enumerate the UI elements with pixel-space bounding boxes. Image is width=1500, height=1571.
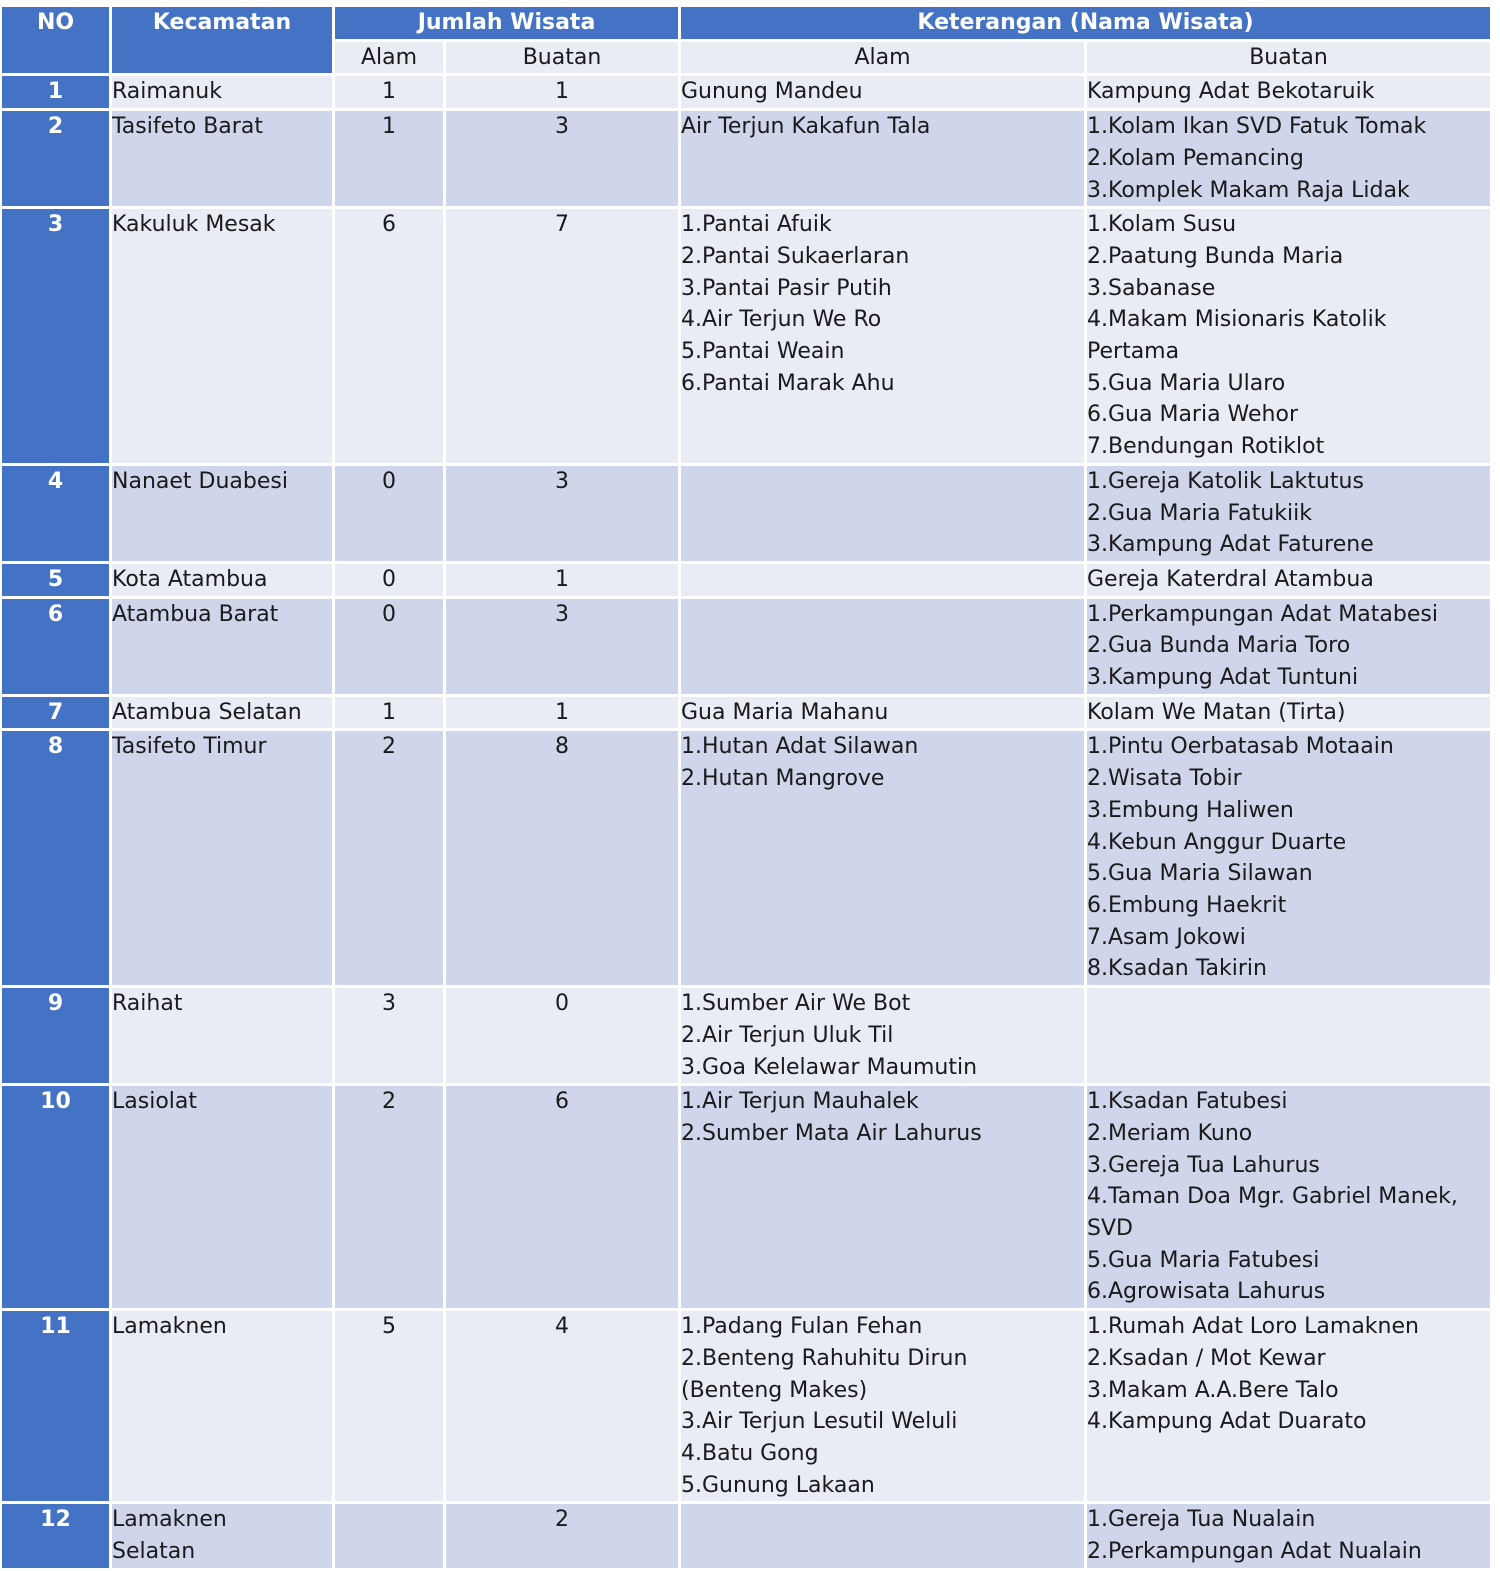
- cell-nama-alam: [681, 466, 1084, 561]
- cell-nama-buatan-line: 3.Kampung Adat Tuntuni: [1087, 665, 1359, 691]
- cell-kecamatan: [112, 1504, 332, 1567]
- cell-kecamatan-line: Selatan: [112, 1539, 196, 1565]
- cell-nama-alam: [681, 731, 1084, 985]
- cell-nama-buatan-line: Kolam We Matan (Tirta): [1087, 699, 1346, 725]
- cell-kecamatan: [112, 111, 332, 206]
- cell-nama-buatan-line: 2.Perkampungan Adat Nualain: [1087, 1539, 1422, 1565]
- cell-kecamatan-line: Lasiolat: [112, 1089, 197, 1115]
- table-row: [2, 1311, 1490, 1501]
- cell-nama-alam: [681, 599, 1084, 694]
- subheader-jumlah-buatan: Buatan: [446, 42, 678, 74]
- cell-no: 6: [2, 599, 109, 694]
- cell-jumlah-alam: 2: [335, 1086, 443, 1308]
- table-row: [2, 209, 1490, 463]
- cell-jumlah-alam: 1: [335, 697, 443, 729]
- cell-no: 11: [2, 1311, 109, 1501]
- cell-no: 1: [2, 76, 109, 108]
- table-row: [2, 599, 1490, 694]
- table-row: [2, 731, 1490, 985]
- cell-jumlah-buatan: 1: [446, 76, 678, 108]
- cell-nama-alam: [681, 76, 1084, 108]
- cell-kecamatan-line: Nanaet Duabesi: [112, 468, 288, 494]
- cell-jumlah-alam: 0: [335, 466, 443, 561]
- cell-nama-buatan-line: 2.Gua Bunda Maria Toro: [1087, 633, 1351, 659]
- cell-nama-buatan-line: Gereja Katerdral Atambua: [1087, 566, 1374, 592]
- cell-kecamatan-line: Atambua Barat: [112, 601, 279, 627]
- cell-kecamatan-line: Lamaknen: [112, 1314, 227, 1340]
- table-row: [2, 1504, 1490, 1567]
- cell-nama-alam-line: 3.Goa Kelelawar Maumutin: [681, 1054, 978, 1080]
- cell-nama-buatan: [1087, 731, 1490, 985]
- cell-nama-alam-line: 4.Batu Gong: [681, 1440, 819, 1466]
- cell-jumlah-buatan: 6: [446, 1086, 678, 1308]
- cell-jumlah-alam: 1: [335, 76, 443, 108]
- cell-nama-alam-line: 5.Gunung Lakaan: [681, 1472, 875, 1498]
- cell-nama-buatan-line: 1.Perkampungan Adat Matabesi: [1087, 601, 1438, 627]
- cell-nama-buatan-line: 6.Embung Haekrit: [1087, 892, 1287, 918]
- cell-nama-buatan-line: SVD: [1087, 1216, 1133, 1242]
- cell-nama-alam-line: 2.Air Terjun Uluk Til: [681, 1022, 894, 1048]
- cell-nama-alam: [681, 1311, 1084, 1501]
- cell-nama-buatan-line: 3.Makam A.A.Bere Talo: [1087, 1377, 1339, 1403]
- cell-nama-buatan-line: 1.Rumah Adat Loro Lamaknen: [1087, 1314, 1419, 1340]
- cell-jumlah-alam: 6: [335, 209, 443, 463]
- cell-jumlah-alam: 0: [335, 564, 443, 596]
- cell-nama-alam: [681, 564, 1084, 596]
- subheader-jumlah-alam: Alam: [335, 42, 443, 74]
- cell-nama-alam: [681, 697, 1084, 729]
- cell-no: 3: [2, 209, 109, 463]
- cell-nama-buatan-line: 4.Makam Misionaris Katolik: [1087, 307, 1387, 333]
- header-jumlah-wisata: Jumlah Wisata: [335, 7, 678, 39]
- cell-nama-alam-line: 3.Air Terjun Lesutil Weluli: [681, 1409, 958, 1435]
- cell-kecamatan: [112, 1311, 332, 1501]
- cell-kecamatan: [112, 697, 332, 729]
- cell-nama-alam-line: 2.Benteng Rahuhitu Dirun: [681, 1345, 968, 1371]
- cell-nama-buatan: [1087, 209, 1490, 463]
- table-row: [2, 1086, 1490, 1308]
- cell-jumlah-alam: 2: [335, 731, 443, 985]
- cell-kecamatan-line: Lamaknen: [112, 1507, 227, 1533]
- cell-nama-alam-line: 1.Sumber Air We Bot: [681, 991, 911, 1017]
- table-row: [2, 111, 1490, 206]
- cell-nama-buatan: [1087, 988, 1490, 1083]
- cell-nama-buatan-line: 7.Bendungan Rotiklot: [1087, 434, 1325, 460]
- cell-nama-buatan-line: 8.Ksadan Takirin: [1087, 956, 1267, 982]
- cell-nama-buatan: [1087, 76, 1490, 108]
- cell-nama-alam: [681, 1504, 1084, 1567]
- cell-kecamatan-line: Raihat: [112, 991, 183, 1017]
- cell-jumlah-alam: [335, 1504, 443, 1567]
- cell-nama-buatan-line: 6.Agrowisata Lahurus: [1087, 1279, 1326, 1305]
- cell-jumlah-buatan: 1: [446, 697, 678, 729]
- cell-nama-alam-line: 1.Hutan Adat Silawan: [681, 734, 919, 760]
- cell-nama-alam-line: 1.Padang Fulan Fehan: [681, 1314, 923, 1340]
- cell-kecamatan-line: Raimanuk: [112, 79, 222, 105]
- cell-nama-alam-line: 5.Pantai Weain: [681, 339, 845, 365]
- cell-jumlah-buatan: 2: [446, 1504, 678, 1567]
- cell-nama-buatan-line: 1.Kolam Ikan SVD Fatuk Tomak: [1087, 114, 1427, 140]
- cell-no: 9: [2, 988, 109, 1083]
- cell-nama-buatan-line: 7.Asam Jokowi: [1087, 924, 1246, 950]
- cell-nama-alam-line: 6.Pantai Marak Ahu: [681, 370, 895, 396]
- cell-no: 5: [2, 564, 109, 596]
- header-kecamatan: Kecamatan: [112, 7, 332, 73]
- subheader-nama-buatan: Buatan: [1087, 42, 1490, 74]
- cell-nama-buatan-line: 3.Embung Haliwen: [1087, 797, 1294, 823]
- cell-no: 7: [2, 697, 109, 729]
- cell-jumlah-alam: 1: [335, 111, 443, 206]
- cell-nama-buatan-line: 4.Kampung Adat Duarato: [1087, 1409, 1367, 1435]
- table-row: [2, 697, 1490, 729]
- cell-nama-alam: [681, 209, 1084, 463]
- cell-nama-buatan-line: 2.Kolam Pemancing: [1087, 145, 1304, 171]
- cell-nama-buatan-line: 4.Kebun Anggur Duarte: [1087, 829, 1347, 855]
- cell-jumlah-buatan: 8: [446, 731, 678, 985]
- cell-kecamatan: [112, 209, 332, 463]
- cell-jumlah-buatan: 0: [446, 988, 678, 1083]
- cell-nama-alam-line: 3.Pantai Pasir Putih: [681, 275, 892, 301]
- cell-jumlah-alam: 5: [335, 1311, 443, 1501]
- cell-kecamatan: [112, 988, 332, 1083]
- cell-nama-buatan: [1087, 1311, 1490, 1501]
- cell-no: 8: [2, 731, 109, 985]
- cell-jumlah-buatan: 3: [446, 111, 678, 206]
- cell-nama-alam-line: Gua Maria Mahanu: [681, 699, 889, 725]
- cell-jumlah-buatan: 7: [446, 209, 678, 463]
- cell-nama-alam-line: (Benteng Makes): [681, 1377, 868, 1403]
- cell-nama-buatan-line: 4.Taman Doa Mgr. Gabriel Manek,: [1087, 1184, 1458, 1210]
- cell-nama-buatan: [1087, 111, 1490, 206]
- cell-nama-buatan-line: 3.Sabanase: [1087, 275, 1216, 301]
- tourism-table: [0, 4, 1493, 1571]
- cell-nama-buatan: [1087, 1504, 1490, 1567]
- cell-no: 10: [2, 1086, 109, 1308]
- cell-nama-buatan-line: 1.Gereja Tua Nualain: [1087, 1507, 1316, 1533]
- cell-nama-buatan-line: Kampung Adat Bekotaruik: [1087, 79, 1375, 105]
- cell-kecamatan: [112, 731, 332, 985]
- cell-no: 12: [2, 1504, 109, 1567]
- cell-nama-buatan-line: 2.Ksadan / Mot Kewar: [1087, 1345, 1326, 1371]
- cell-nama-buatan-line: 1.Ksadan Fatubesi: [1087, 1089, 1288, 1115]
- cell-nama-alam-line: 1.Air Terjun Mauhalek: [681, 1089, 919, 1115]
- cell-kecamatan: [112, 564, 332, 596]
- table-row: [2, 564, 1490, 596]
- cell-jumlah-buatan: 1: [446, 564, 678, 596]
- cell-jumlah-alam: 0: [335, 599, 443, 694]
- cell-nama-alam-line: 2.Pantai Sukaerlaran: [681, 243, 910, 269]
- cell-nama-alam-line: 2.Sumber Mata Air Lahurus: [681, 1120, 982, 1146]
- cell-nama-alam-line: 4.Air Terjun We Ro: [681, 307, 882, 333]
- table-row: [2, 466, 1490, 561]
- cell-nama-buatan-line: 5.Gua Maria Ularo: [1087, 370, 1286, 396]
- cell-nama-buatan-line: 3.Gereja Tua Lahurus: [1087, 1152, 1320, 1178]
- cell-nama-buatan-line: 3.Kampung Adat Faturene: [1087, 532, 1374, 558]
- cell-nama-alam: [681, 1086, 1084, 1308]
- cell-kecamatan-line: Atambua Selatan: [112, 699, 302, 725]
- header-no: NO: [2, 7, 109, 73]
- cell-nama-alam-line: 1.Pantai Afuik: [681, 212, 832, 238]
- cell-kecamatan: [112, 599, 332, 694]
- cell-nama-buatan-line: 1.Gereja Katolik Laktutus: [1087, 468, 1364, 494]
- cell-nama-buatan-line: Pertama: [1087, 339, 1180, 365]
- cell-kecamatan-line: Kakuluk Mesak: [112, 212, 276, 238]
- table-row: [2, 76, 1490, 108]
- cell-kecamatan-line: Tasifeto Barat: [112, 114, 263, 140]
- table-body: [2, 76, 1490, 1567]
- cell-nama-buatan-line: 6.Gua Maria Wehor: [1087, 402, 1298, 428]
- cell-nama-buatan: [1087, 564, 1490, 596]
- cell-nama-alam-line: Air Terjun Kakafun Tala: [681, 114, 931, 140]
- cell-kecamatan: [112, 76, 332, 108]
- cell-nama-buatan-line: 3.Komplek Makam Raja Lidak: [1087, 177, 1410, 203]
- subheader-nama-alam: Alam: [681, 42, 1084, 74]
- cell-kecamatan-line: Kota Atambua: [112, 566, 268, 592]
- cell-nama-alam-line: Gunung Mandeu: [681, 79, 863, 105]
- cell-nama-alam: [681, 988, 1084, 1083]
- cell-jumlah-buatan: 4: [446, 1311, 678, 1501]
- cell-kecamatan: [112, 466, 332, 561]
- cell-no: 2: [2, 111, 109, 206]
- cell-kecamatan: [112, 1086, 332, 1308]
- cell-jumlah-alam: 3: [335, 988, 443, 1083]
- cell-nama-buatan: [1087, 697, 1490, 729]
- cell-nama-buatan-line: 2.Meriam Kuno: [1087, 1120, 1253, 1146]
- cell-nama-buatan-line: 2.Gua Maria Fatukiik: [1087, 500, 1312, 526]
- cell-nama-buatan-line: 2.Paatung Bunda Maria: [1087, 243, 1344, 269]
- cell-nama-buatan-line: 5.Gua Maria Silawan: [1087, 861, 1313, 887]
- cell-jumlah-buatan: 3: [446, 466, 678, 561]
- cell-nama-alam-line: 2.Hutan Mangrove: [681, 766, 885, 792]
- cell-nama-buatan-line: 1.Pintu Oerbatasab Motaain: [1087, 734, 1394, 760]
- cell-jumlah-buatan: 3: [446, 599, 678, 694]
- cell-kecamatan-line: Tasifeto Timur: [112, 734, 267, 760]
- cell-nama-buatan-line: 1.Kolam Susu: [1087, 212, 1237, 238]
- cell-nama-buatan: [1087, 466, 1490, 561]
- cell-nama-alam: [681, 111, 1084, 206]
- header-keterangan: Keterangan (Nama Wisata): [681, 7, 1490, 39]
- cell-nama-buatan-line: 2.Wisata Tobir: [1087, 766, 1242, 792]
- cell-nama-buatan: [1087, 1086, 1490, 1308]
- cell-no: 4: [2, 466, 109, 561]
- cell-nama-buatan-line: 5.Gua Maria Fatubesi: [1087, 1247, 1320, 1273]
- table-row: [2, 988, 1490, 1083]
- cell-nama-buatan: [1087, 599, 1490, 694]
